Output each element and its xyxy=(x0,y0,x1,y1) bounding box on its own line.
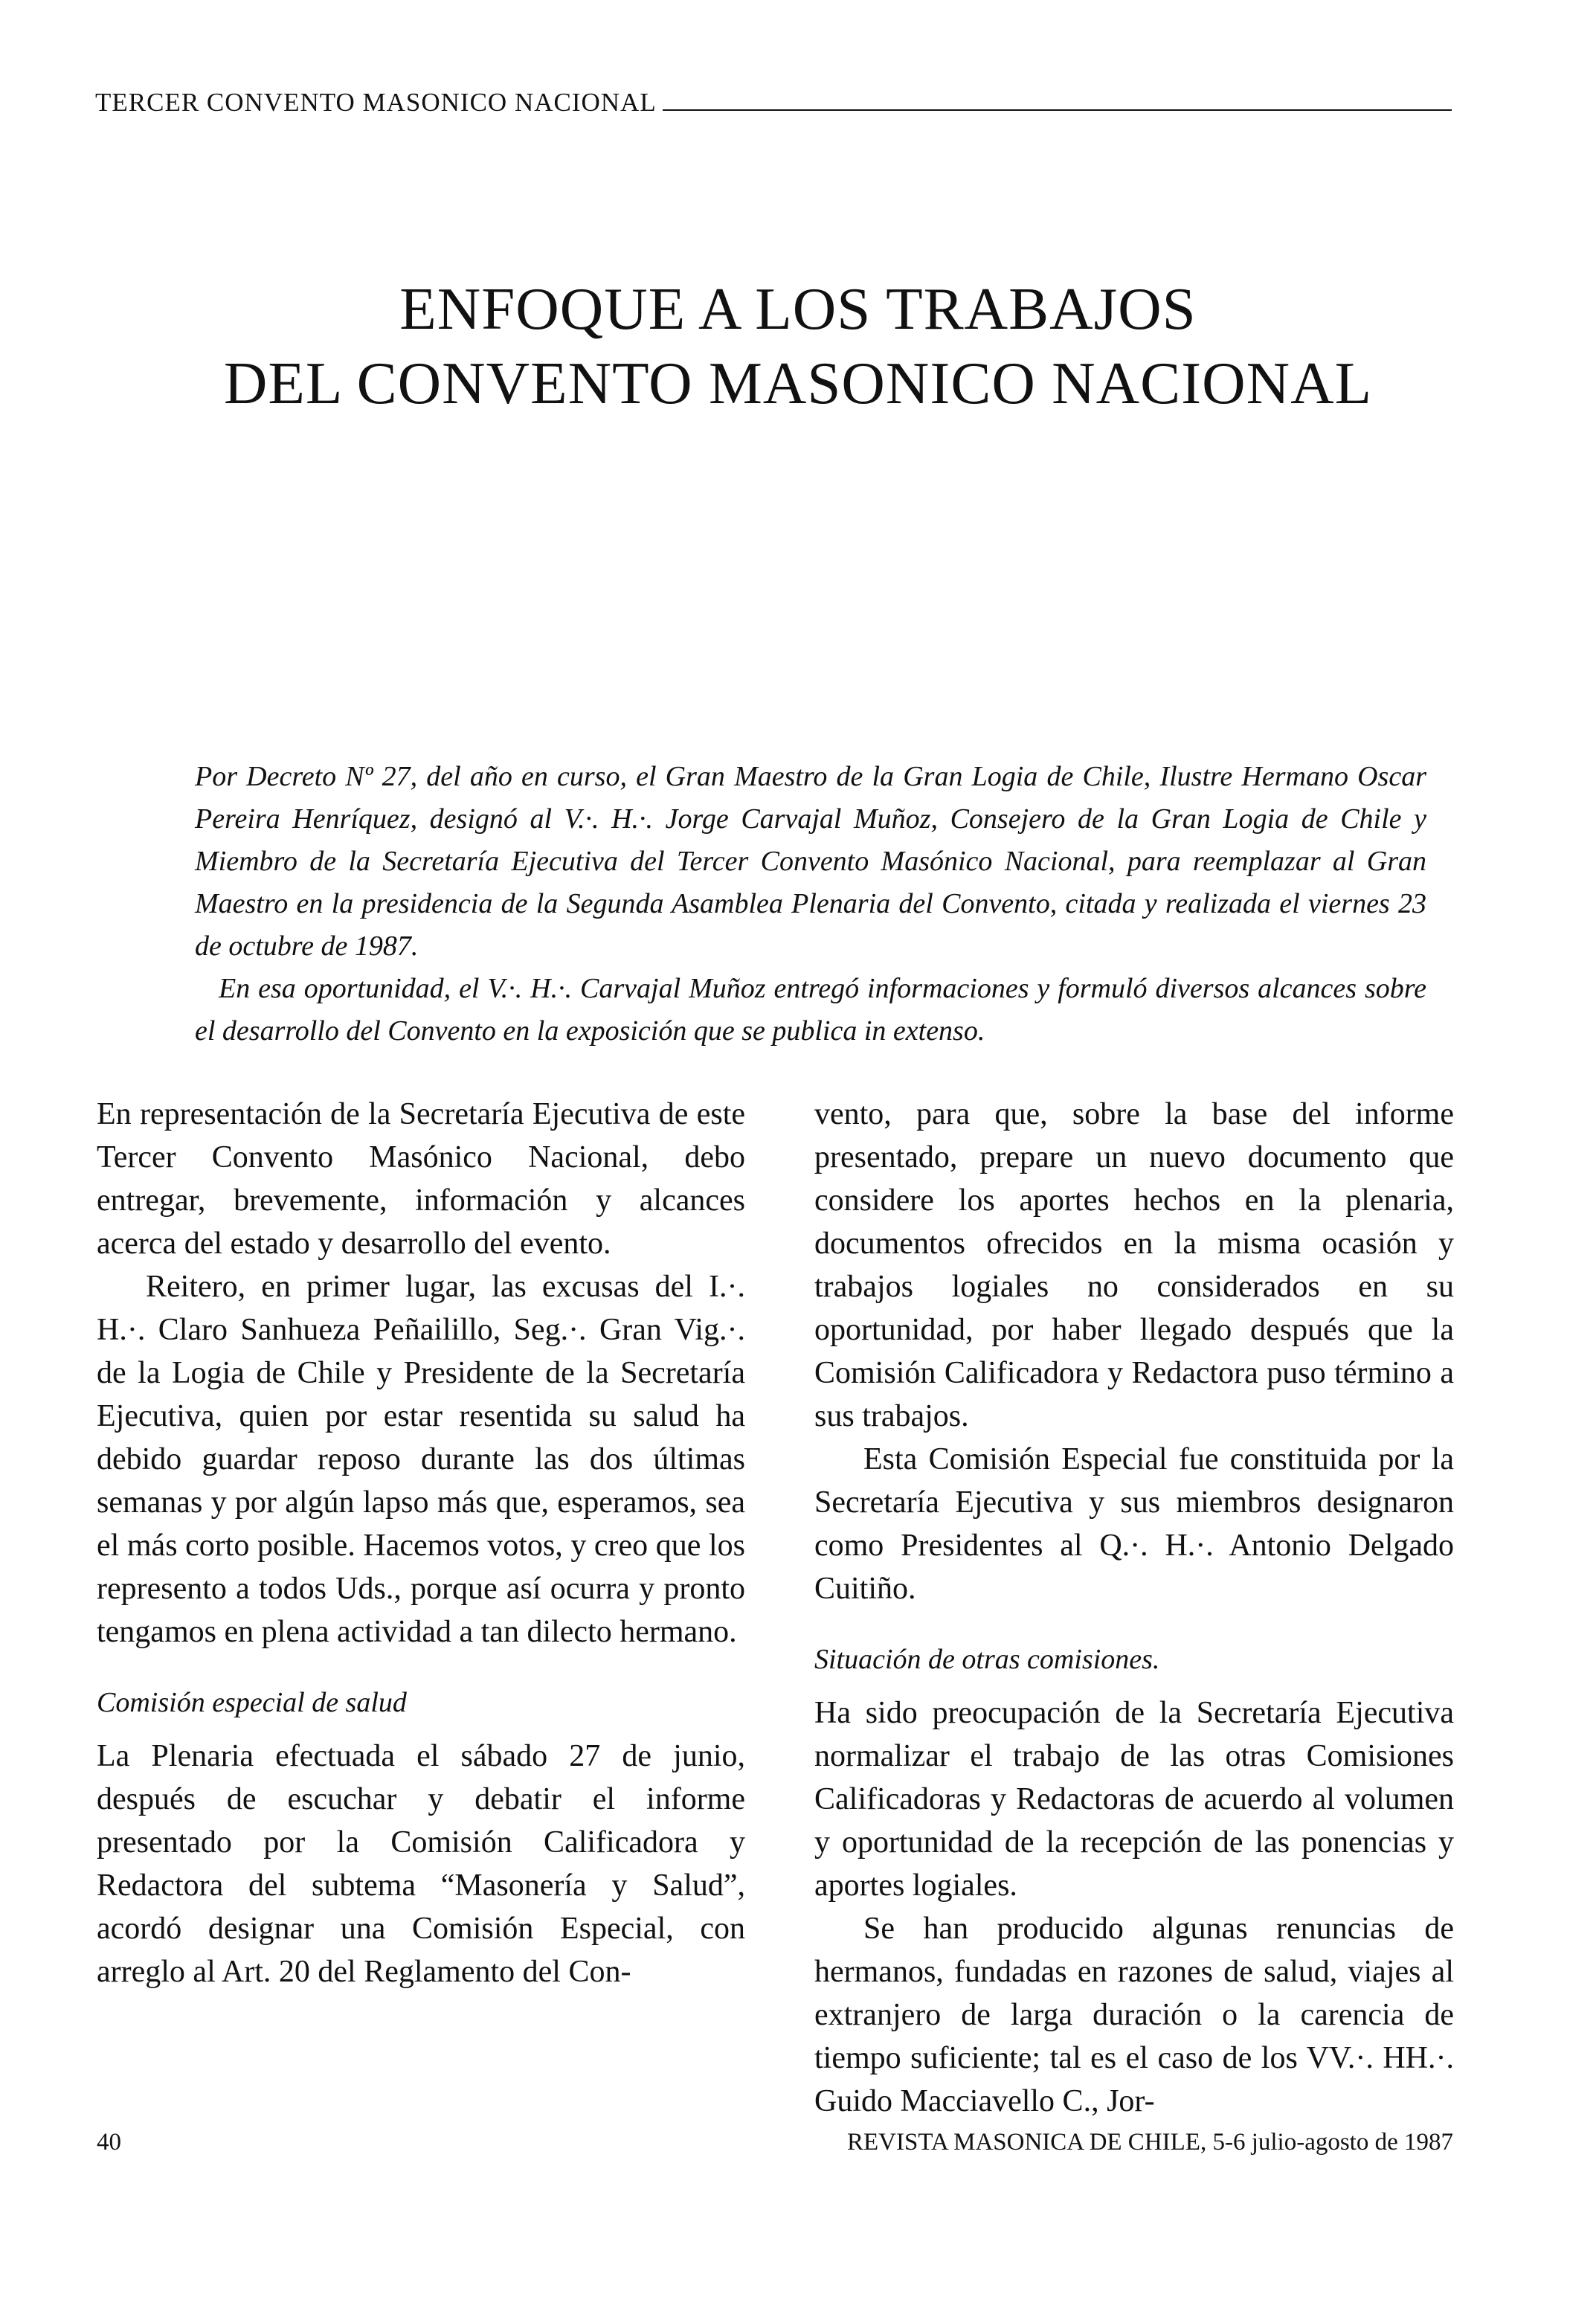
left-paragraph-3: La Plenaria efectuada el sábado 27 de junio, después de escuchar y debatir el informe presentado por la Comisión Calificadora y Redactora del subtema “Masonería y Salud”, acordó designar una Comisión Especial, con arreglo al Art. 20 del Reglamento del Con- xyxy=(97,1739,745,1989)
left-paragraph-2: Reitero, en primer lugar, las excusas del I.·. H.·. Claro Sanhueza Peñailillo, Seg.·. Gran Vig.·. de la Logia de Chile y Presidente de la Secretaría Ejecutiva, quien por estar resentida su salud ha debido guardar reposo durante las dos últimas semanas y por algún lapso más que, esperamos, sea el más corto posible. Hacemos votos, y creo que los represento a todos Uds., porque así ocurra y pronto tengamos en plena actividad a tan dilecto hermano. xyxy=(97,1270,745,1649)
article-title-line-1: ENFOQUE A LOS TRABAJOS xyxy=(399,275,1197,342)
left-paragraph-1: En representación de la Secretaría Ejecutiva de este Tercer Convento Masónico Nacional, debo entregar, brevemente, información y alcances acerca del estado y desarrollo del evento. xyxy=(97,1097,745,1261)
right-paragraph-1: vento, para que, sobre la base del informe presentado, prepare un nuevo documento que considere los aportes hechos en la plenaria, documentos ofrecidos en la misma ocasión y trabajos logiales no considerados en su oportunidad, por haber llegado después que la Comisión Calificadora y Redactora puso término a sus trabajos. xyxy=(814,1097,1454,1433)
running-head xyxy=(95,89,1452,115)
page-number: 40 xyxy=(97,2129,121,2156)
article-title xyxy=(0,271,1596,420)
right-paragraph-2: Esta Comisión Especial fue constituida por la Secretaría Ejecutiva y sus miembros designaron como Presidentes al Q.·. H.·. Antonio Delgado Cuitiño. xyxy=(814,1442,1454,1606)
section-heading-salud: Comisión especial de salud xyxy=(97,1687,407,1718)
left-column xyxy=(97,1093,745,1993)
right-paragraph-4: Se han producido algunas renuncias de hermanos, fundadas en razones de salud, viajes al extranjero de larga duración o la carencia de tiempo suficiente; tal es el caso de los VV.·. HH.·. Guido Macciavello C., Jor- xyxy=(814,1912,1454,2118)
intro-summary xyxy=(195,756,1426,1052)
publication-footer: REVISTA MASONICA DE CHILE, 5-6 julio-agosto de 1987 xyxy=(847,2129,1453,2156)
running-head-title: TERCER CONVENTO MASONICO NACIONAL xyxy=(95,88,657,117)
running-head-rule xyxy=(663,109,1452,111)
right-column xyxy=(814,1093,1454,2123)
intro-paragraph-2: En esa oportunidad, el V.·. H.·. Carvajal Muñoz entregó informaciones y formuló diversos alcances sobre el desarrollo del Convento en la exposición que se publica in extenso. xyxy=(195,973,1426,1047)
article-title-line-2: DEL CONVENTO MASONICO NACIONAL xyxy=(223,350,1373,417)
intro-paragraph-1: Por Decreto Nº 27, del año en curso, el Gran Maestro de la Gran Logia de Chile, Ilustre Hermano Oscar Pereira Henríquez, designó al V.·. H.·. Jorge Carvajal Muñoz, Consejero de la Gran Logia de Chile y Miembro de la Secretaría Ejecutiva del Tercer Convento Masónico Nacional, para reemplazar al Gran Maestro en la presidencia de la Segunda Asamblea Plenaria del Convento, citada y realizada el viernes 23 de octubre de 1987. xyxy=(195,761,1426,962)
section-heading-comisiones: Situación de otras comisiones. xyxy=(814,1644,1160,1675)
right-paragraph-3: Ha sido preocupación de la Secretaría Ejecutiva normalizar el trabajo de las otras Comisiones Calificadoras y Redactoras de acuerdo al volumen y oportunidad de la recepción de las ponencias y aportes logiales. xyxy=(814,1696,1454,1903)
